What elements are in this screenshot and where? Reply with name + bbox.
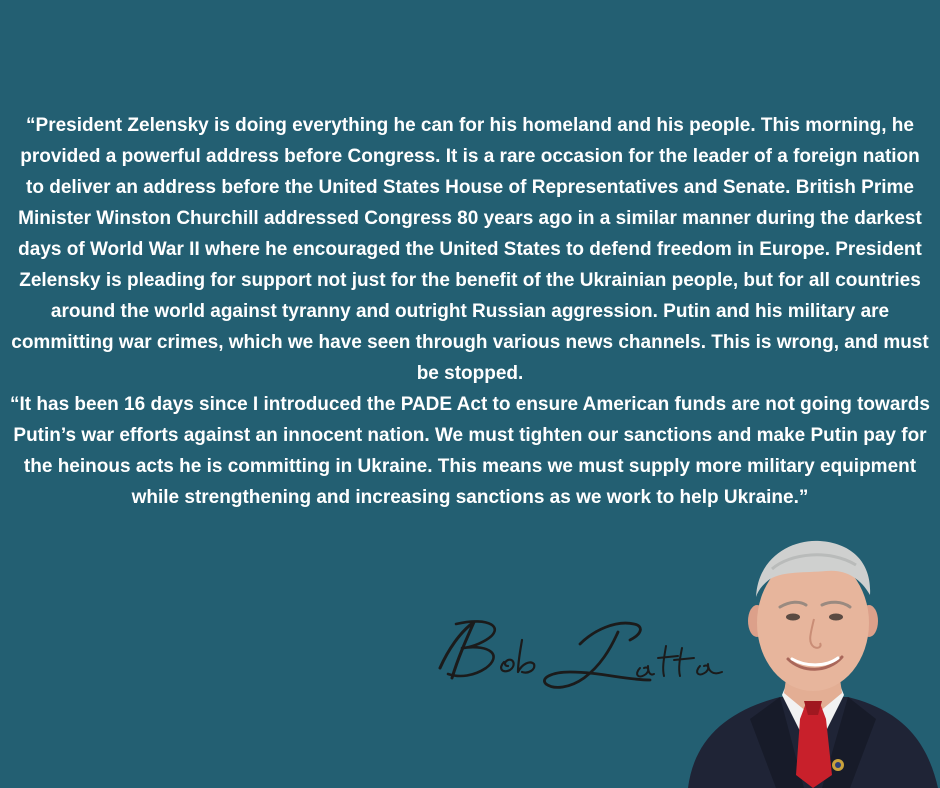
quote-text-block [10, 110, 930, 513]
quote-paragraph-1: “President Zelensky is doing everything he can for his homeland and his people. This morning, he provided a powerful address before Congress. It is a rare occasion for the leader of a foreign nation to deliver an address before the United States House of Representatives and Senate. British Prime Minister Winston Churchill addressed Congress 80 years ago in a similar manner during the darkest days of World War II where he encouraged the United States to defend freedom in Europe. President Zelensky is pleading for support not just for the benefit of the Ukrainian people, but for all countries around the world against tyranny and outright Russian aggression. Putin and his military are committing war crimes, which we have seen through various news channels. This is wrong, and must be stopped. [11, 115, 929, 384]
quote-paragraph-2: “It has been 16 days since I introduced the PADE Act to ensure American funds are not going towards Putin’s war efforts against an innocent nation. We must tighten our sanctions and make Putin pay for the heinous acts he is committing in Ukraine. This means we must supply more military equipment while strengthening and increasing sanctions as we work to help Ukraine.” [10, 394, 930, 508]
portrait-photo [680, 535, 940, 788]
